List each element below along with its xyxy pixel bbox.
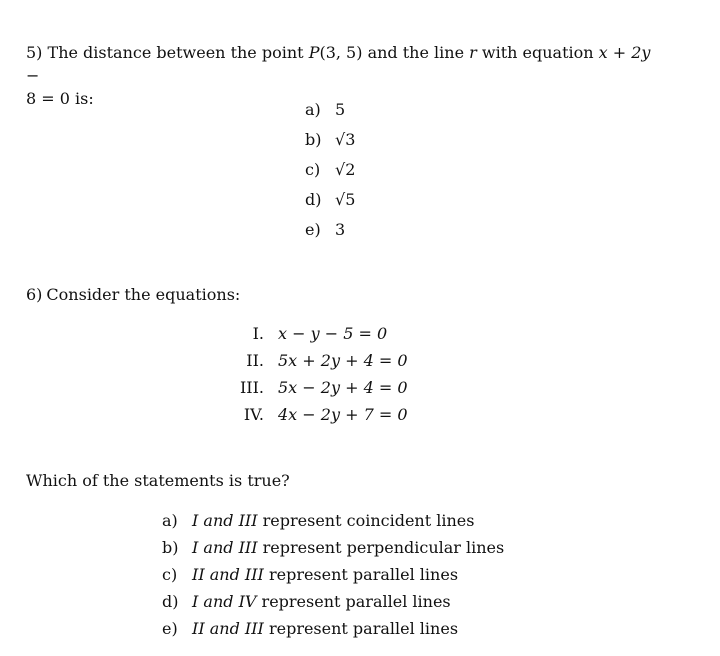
question-6-text: 6) Consider the equations:: [26, 285, 241, 304]
question-5-option-c[interactable]: c) √2: [305, 160, 356, 179]
question-6-option-e[interactable]: e) II and III represent parallel lines: [162, 619, 459, 638]
question-5-number: 5): [26, 43, 43, 62]
equation-row: III. 5x − 2y + 4 = 0: [239, 378, 408, 397]
equation-row: II. 5x + 2y + 4 = 0: [246, 351, 408, 370]
question-5-option-b[interactable]: b) √3: [305, 130, 356, 149]
question-6-option-b[interactable]: b) I and III represent perpendicular lines: [162, 538, 505, 557]
statement-prompt: Which of the statements is true?: [26, 471, 290, 490]
question-5-option-d[interactable]: d) √5: [305, 190, 356, 209]
question-6-option-a[interactable]: a) I and III represent coincident lines: [162, 511, 475, 530]
question-5-text: 5) The distance between the point P(3, 5) and the line r with equation x + 2y − 8 = 0 is:: [26, 43, 651, 108]
question-6-number: 6): [26, 285, 43, 304]
question-6-option-c[interactable]: c) II and III represent parallel lines: [162, 565, 459, 584]
question-5-option-a[interactable]: a) 5: [305, 100, 346, 119]
equation-row: IV. 4x − 2y + 7 = 0: [243, 405, 408, 424]
equation-row: I. x − y − 5 = 0: [252, 324, 388, 343]
question-6-option-d[interactable]: d) I and IV represent parallel lines: [162, 592, 451, 611]
question-5-option-e[interactable]: e) 3: [305, 220, 346, 239]
